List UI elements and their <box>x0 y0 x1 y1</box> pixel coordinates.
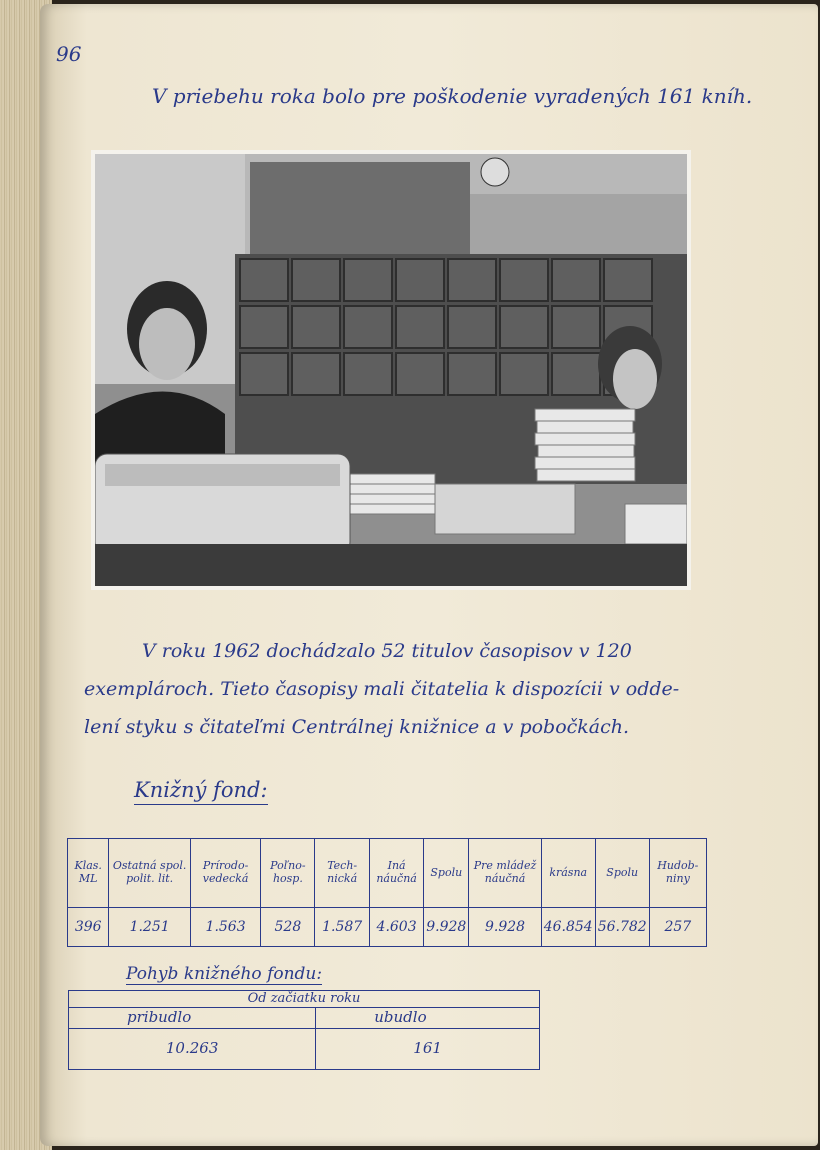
fund-movement-table <box>68 990 540 1070</box>
value-cell: 1.587 <box>315 908 370 947</box>
book-fund-table <box>67 838 707 947</box>
table-header-row <box>69 1008 540 1029</box>
header-cell: Tech- nická <box>315 839 370 908</box>
value-cell: 1.563 <box>190 908 261 947</box>
table-row <box>69 1029 540 1070</box>
value-cell: 10.263 <box>69 1029 316 1070</box>
value-cell: 528 <box>261 908 315 947</box>
header-cell: Prírodo- vedecká <box>190 839 261 908</box>
table-row <box>68 908 707 947</box>
header-cell: Spolu <box>595 839 649 908</box>
value-cell: 257 <box>649 908 706 947</box>
table-group-header-row <box>69 991 540 1008</box>
value-cell: 9.928 <box>424 908 469 947</box>
photo-library-office-scene <box>95 154 687 586</box>
value-cell: 1.251 <box>109 908 190 947</box>
value-cell: 161 <box>316 1029 540 1070</box>
fund-movement-title: Pohyb knižného fondu: <box>126 964 323 984</box>
header-cell: Poľno- hosp. <box>261 839 315 908</box>
header-cell: Spolu <box>424 839 469 908</box>
header-cell: Iná náučná <box>369 839 423 908</box>
value-cell: 56.782 <box>595 908 649 947</box>
header-cell: ubudlo <box>316 1008 540 1029</box>
value-cell: 9.928 <box>469 908 541 947</box>
header-cell: Pre mládež náučná <box>469 839 541 908</box>
header-cell: pribudlo <box>69 1008 316 1029</box>
header-cell: Ostatná spol. polit. lit. <box>109 839 190 908</box>
value-cell: 4.603 <box>369 908 423 947</box>
book-fund-title: Knižný fond: <box>134 778 268 805</box>
heading-sentence: V priebehu roka bolo pre poškodenie vyradených 161 kníh. <box>152 84 753 108</box>
header-cell: krásna <box>541 839 595 908</box>
paragraph-line-1: V roku 1962 dochádzalo 52 titulov časopisov v 120 <box>142 640 632 662</box>
page-number: 96 <box>56 42 82 66</box>
value-cell: 396 <box>68 908 109 947</box>
archival-photograph <box>91 150 691 590</box>
header-cell: Klas. ML <box>68 839 109 908</box>
paragraph-line-3: lení styku s čitateľmi Centrálnej knižnice a v pobočkách. <box>84 716 630 738</box>
value-cell: 46.854 <box>541 908 595 947</box>
paragraph-line-2: exemplároch. Tieto časopisy mali čitatelia k dispozícii v odde- <box>84 678 680 700</box>
table-header-row <box>68 839 707 908</box>
header-cell: Hudob- niny <box>649 839 706 908</box>
group-header-cell: Od začiatku roku <box>69 991 540 1008</box>
